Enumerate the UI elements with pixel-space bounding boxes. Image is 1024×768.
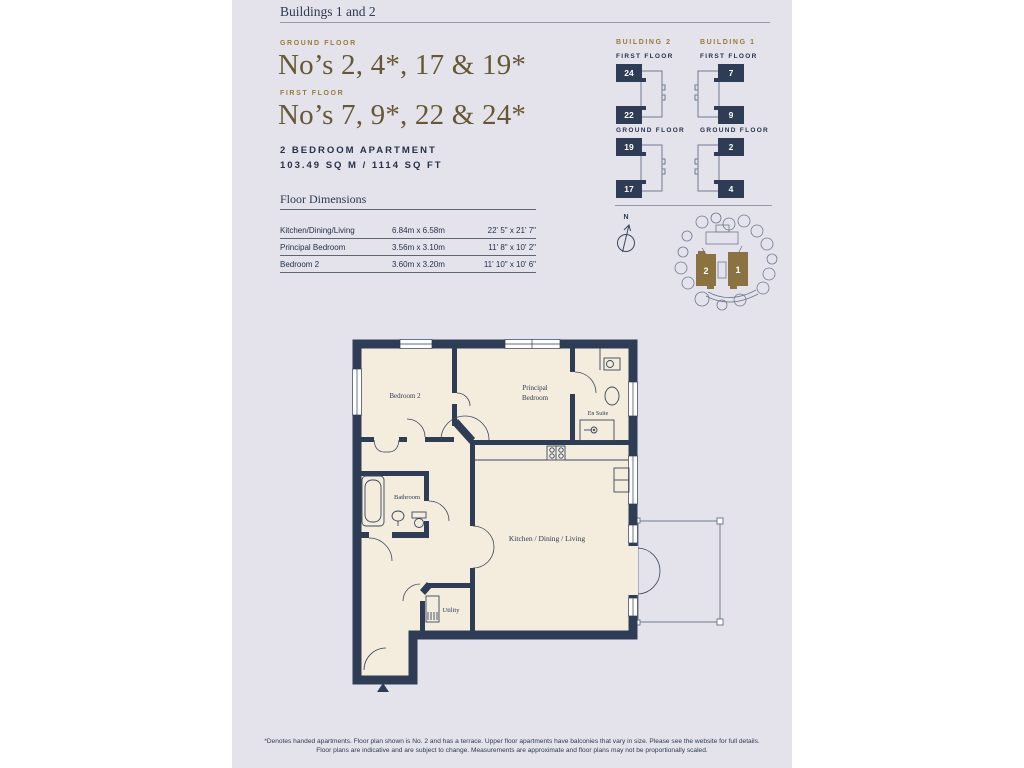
building-1-ground-floor-diagram xyxy=(684,136,748,200)
room-cell: Kitchen/Dining/Living xyxy=(280,226,355,235)
first-floor-numbers: No’s 7, 9*, 22 & 24* xyxy=(278,99,527,131)
apartment-type: 2 BEDROOM APARTMENT xyxy=(280,145,437,156)
unit-number: 17 xyxy=(624,184,634,194)
room-label-bathroom: Bathroom xyxy=(394,494,420,501)
building-1-first-floor-label: FIRST FLOOR xyxy=(700,53,758,60)
room-cell: Principal Bedroom xyxy=(280,243,346,252)
unit-number: 22 xyxy=(624,110,634,120)
room-label-ensuite: En Suite xyxy=(587,411,609,417)
room-label-principal-1: Principal xyxy=(522,384,548,392)
room-label-kitchen: Kitchen / Dining / Living xyxy=(508,534,586,543)
dimensions-title: Floor Dimensions xyxy=(280,192,367,206)
room-label-bedroom2: Bedroom 2 xyxy=(389,392,421,400)
footprint-outline xyxy=(641,145,665,191)
building-1-ground-floor-label: GROUND FLOOR xyxy=(700,127,770,134)
ground-floor-numbers: No’s 2, 4*, 17 & 19* xyxy=(278,49,527,81)
disclaimer-line-1: *Denotes handed apartments. Floor plan shown is No. 2 and has a terrace. Upper floor apartments have balconies that vary in size. Please see the website for full details. xyxy=(264,738,760,745)
north-label: N xyxy=(623,214,629,221)
room-label-utility: Utility xyxy=(442,607,460,614)
dimensions-rule xyxy=(280,209,536,210)
unit-number: 19 xyxy=(624,142,634,152)
table-row xyxy=(280,222,536,239)
page-title: Buildings 1 and 2 xyxy=(280,4,376,19)
site-building-1-label: 1 xyxy=(735,265,741,275)
imperial-cell: 11' 8" x 10' 2" xyxy=(488,243,536,252)
imperial-cell: 22' 5" x 21' 7" xyxy=(487,226,536,235)
site-building-2-label: 2 xyxy=(703,266,709,276)
metric-cell: 3.60m x 3.20m xyxy=(392,260,445,269)
building-2-ground-floor-diagram xyxy=(612,136,676,200)
header-rule xyxy=(280,22,770,23)
metric-cell: 6.84m x 6.58m xyxy=(392,226,445,235)
french-doors xyxy=(628,546,660,595)
building-2-first-floor-label: FIRST FLOOR xyxy=(616,53,674,60)
building-1-first-floor-diagram xyxy=(684,62,748,126)
landscape-outline xyxy=(675,213,777,310)
room-cell: Bedroom 2 xyxy=(280,260,320,269)
apartment-area: 103.49 SQ M / 1114 SQ FT xyxy=(280,160,443,171)
brochure-page xyxy=(232,0,792,768)
room-label-principal-2: Bedroom xyxy=(521,394,549,402)
footprint-outline xyxy=(695,71,719,117)
floor-plan xyxy=(352,336,732,702)
disclaimer xyxy=(252,737,772,755)
ground-floor-label: GROUND FLOOR xyxy=(280,40,357,47)
site-plan xyxy=(672,212,784,318)
footprint-outline xyxy=(641,71,665,117)
north-compass-icon xyxy=(612,209,640,259)
unit-number: 4 xyxy=(728,184,734,194)
unit-number: 7 xyxy=(728,68,734,78)
building-2-name: BUILDING 2 xyxy=(616,39,672,46)
footprint-outline xyxy=(695,145,719,191)
diagram-rule xyxy=(615,205,772,206)
building-1-name: BUILDING 1 xyxy=(700,39,756,46)
imperial-cell: 11' 10" x 10' 6" xyxy=(483,260,536,269)
unit-number: 24 xyxy=(624,68,634,78)
first-floor-label: FIRST FLOOR xyxy=(280,90,345,97)
disclaimer-line-2: Floor plans are indicative and are subject to change. Measurements are approximate and floor plans may not be proportionally scaled. xyxy=(316,747,708,754)
unit-number: 9 xyxy=(728,110,734,120)
table-row xyxy=(280,239,536,256)
building-2-first-floor-diagram xyxy=(612,62,676,126)
terrace-outline xyxy=(635,518,723,625)
unit-number: 2 xyxy=(728,142,734,152)
metric-cell: 3.56m x 3.10m xyxy=(392,243,445,252)
table-row xyxy=(280,256,536,273)
building-2-ground-floor-label: GROUND FLOOR xyxy=(616,127,686,134)
dimensions-table xyxy=(280,216,536,273)
